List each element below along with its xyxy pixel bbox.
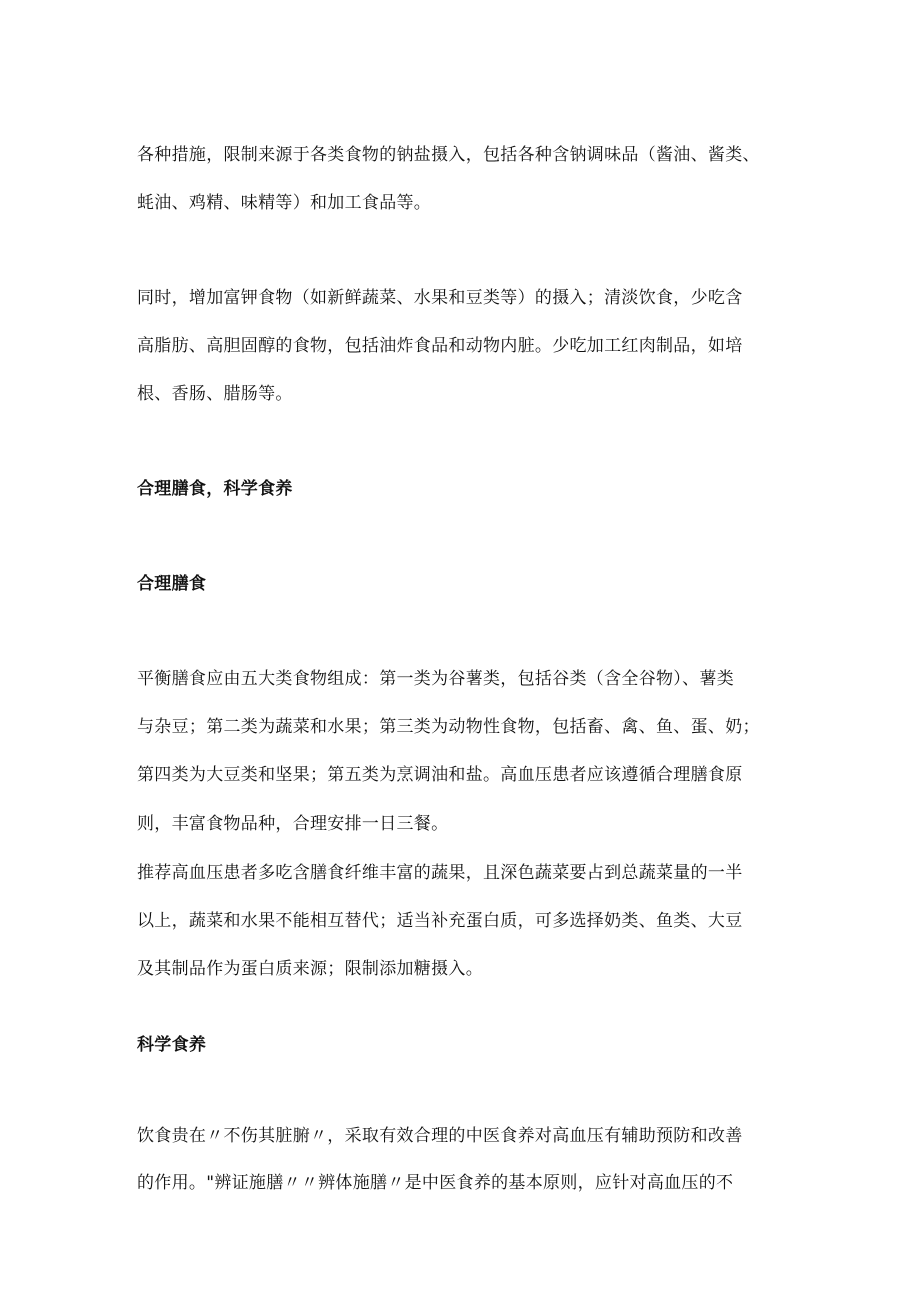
text-line: 推荐高血压患者多吃含膳食纤维丰富的蔬果，且深色蔬菜要占到总蔬菜量的一半 — [137, 863, 743, 883]
text-line: 第四类为大豆类和坚果；第五类为烹调油和盐。高血压患者应该遵循合理膳食原 — [137, 765, 743, 785]
text-line: 的作用。"辨证施膳〃〃辨体施膳〃是中医食养的基本原则，应针对高血压的不 — [137, 1173, 734, 1193]
section-heading-nourish: 科学食养 — [137, 1035, 207, 1055]
section-heading-main: 合理膳食，科学食养 — [137, 479, 293, 499]
text-line: 及其制品作为蛋白质来源；限制添加糖摄入。 — [137, 959, 483, 979]
text-line: 蚝油、鸡精、味精等）和加工食品等。 — [137, 193, 432, 213]
text-line: 根、香肠、腊肠等。 — [137, 384, 293, 404]
text-line: 则，丰富食物品种，合理安排一日三餐。 — [137, 814, 449, 834]
text-line: 与杂豆；第二类为蔬菜和水果；第三类为动物性食物，包括畜、禽、鱼、蛋、奶； — [137, 717, 760, 737]
text-line: 以上，蔬菜和水果不能相互替代；适当补充蛋白质，可多选择奶类、鱼类、大豆 — [137, 911, 743, 931]
text-line: 各种措施，限制来源于各类食物的钠盐摄入，包括各种含钠调味品（酱油、酱类、 — [137, 145, 760, 165]
text-line: 饮食贵在〃不伤其脏腑〃，采取有效合理的中医食养对高血压有辅助预防和改善 — [137, 1126, 743, 1146]
text-line: 高脂肪、高胆固醇的食物，包括油炸食品和动物内脏。少吃加工红肉制品，如培 — [137, 336, 743, 356]
text-line: 同时，增加富钾食物（如新鲜蔬菜、水果和豆类等）的摄入；清淡饮食，少吃含 — [137, 288, 743, 308]
text-line: 平衡膳食应由五大类食物组成：第一类为谷薯类，包括谷类（含全谷物）、薯类 — [137, 669, 734, 689]
section-heading-diet: 合理膳食 — [137, 574, 207, 594]
